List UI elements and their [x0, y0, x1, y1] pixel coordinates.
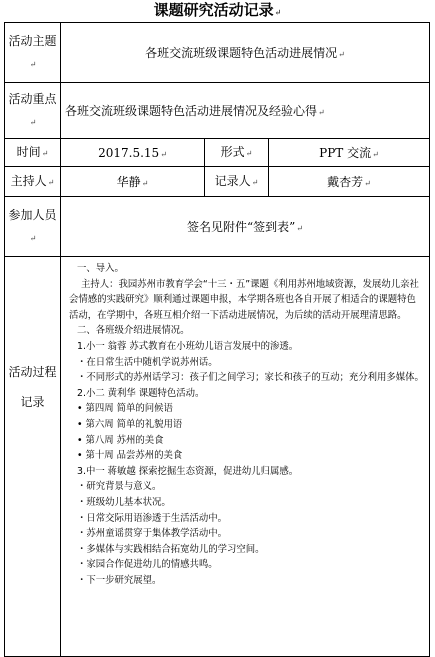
process-line: 二、各班级介绍进展情况。	[77, 325, 190, 337]
paragraph-mark-icon: ↵	[338, 50, 345, 59]
form-label: 形式↵	[205, 139, 269, 167]
process-line: ・在日常生活中随机学说苏州话。	[77, 356, 218, 368]
process-line: 3.中一 蒋敏越 探索挖掘生态资源，促进幼儿归属感。	[77, 465, 299, 477]
page-title-text: 课题研究活动记录	[153, 1, 274, 19]
paragraph-mark-icon: ↵	[251, 177, 259, 187]
focus-label: 活动重点↵	[5, 83, 61, 139]
theme-label: 活动主题↵	[5, 23, 61, 83]
row-host-recorder	[5, 167, 430, 197]
paragraph-mark-icon: ↵	[274, 7, 282, 17]
process-line: ・班级幼儿基本状况。	[77, 496, 171, 508]
process-line: • 第八周 苏州的美食	[77, 434, 164, 446]
paragraph-mark-icon: ↵	[29, 233, 37, 243]
paragraph-mark-icon: ↵	[296, 224, 303, 233]
row-focus	[5, 83, 430, 139]
recorder-value: 戴杏芳↵	[269, 167, 430, 197]
row-time-form	[5, 139, 430, 167]
row-process	[5, 257, 430, 657]
paragraph-mark-icon: ↵	[318, 108, 325, 117]
process-line: 主持人：我园苏州市教育学会“十三・五”课题《利用苏州地域资源，发展幼儿亲社会情感的实践研究》顺利通过课题申报，本学期各班也各自开展了相适合的课题特色活动，在学期中，各班互相介绍一下活动进展情况，为后续的活动开展理清思路。	[69, 278, 419, 321]
process-line: ・日常交际用语渗透于生活活动中。	[77, 512, 228, 524]
paragraph-mark-icon: ↵	[245, 148, 253, 158]
process-label: 活动过程记录	[5, 257, 61, 657]
process-line: ・下一步研究展望。	[77, 574, 162, 586]
process-line: • 第六周 简单的礼貌用语	[77, 418, 183, 430]
paragraph-mark-icon: ↵	[29, 59, 37, 69]
time-label: 时间↵	[5, 139, 61, 167]
process-line: ・苏州童谣贯穿于集体教学活动中。	[77, 528, 228, 540]
process-line: • 第十周 品尝苏州的美食	[77, 450, 183, 462]
paragraph-mark-icon: ↵	[47, 177, 55, 187]
row-theme	[5, 23, 430, 83]
focus-value: 各班交流班级课题特色活动进展情况及经验心得↵	[61, 83, 430, 139]
process-line: ・多媒体与实践相结合拓宽幼儿的学习空间。	[77, 543, 265, 555]
time-value: 2017.5.15↵	[61, 139, 205, 167]
paragraph-mark-icon: ↵	[364, 179, 371, 188]
paragraph-mark-icon: ↵	[41, 148, 49, 158]
process-line: ・研究背景与意义。	[77, 481, 162, 493]
record-table	[4, 22, 430, 657]
recorder-label: 记录人↵	[205, 167, 269, 197]
page-title	[0, 0, 435, 20]
host-value: 华静↵	[61, 167, 205, 197]
participants-value: 签名见附件“签到表”↵	[61, 197, 430, 257]
paragraph-mark-icon: ↵	[29, 117, 37, 127]
process-line: 2.小二 黄利华 课题特色活动。	[77, 387, 205, 399]
process-line: 1.小一 翁蓉 苏式教育在小班幼儿语言发展中的渗透。	[77, 340, 299, 352]
theme-value: 各班交流班级课题特色活动进展情况↵	[61, 23, 430, 83]
process-content	[61, 257, 430, 657]
process-line: ・不同形式的苏州话学习：孩子们之间学习；家长和孩子的互动；充分利用多媒体。	[77, 372, 424, 384]
process-line: • 第四周 简单的问候语	[77, 403, 173, 415]
paragraph-mark-icon: ↵	[160, 149, 167, 159]
process-line: ・家园合作促进幼儿的情感共鸣。	[77, 559, 218, 571]
host-label: 主持人↵	[5, 167, 61, 197]
participants-label: 参加人员↵	[5, 197, 61, 257]
row-participants	[5, 197, 430, 257]
paragraph-mark-icon: ↵	[372, 150, 379, 159]
form-value: PPT 交流↵	[269, 139, 430, 167]
paragraph-mark-icon: ↵	[141, 179, 149, 188]
process-line: 一、导入。	[77, 263, 124, 274]
